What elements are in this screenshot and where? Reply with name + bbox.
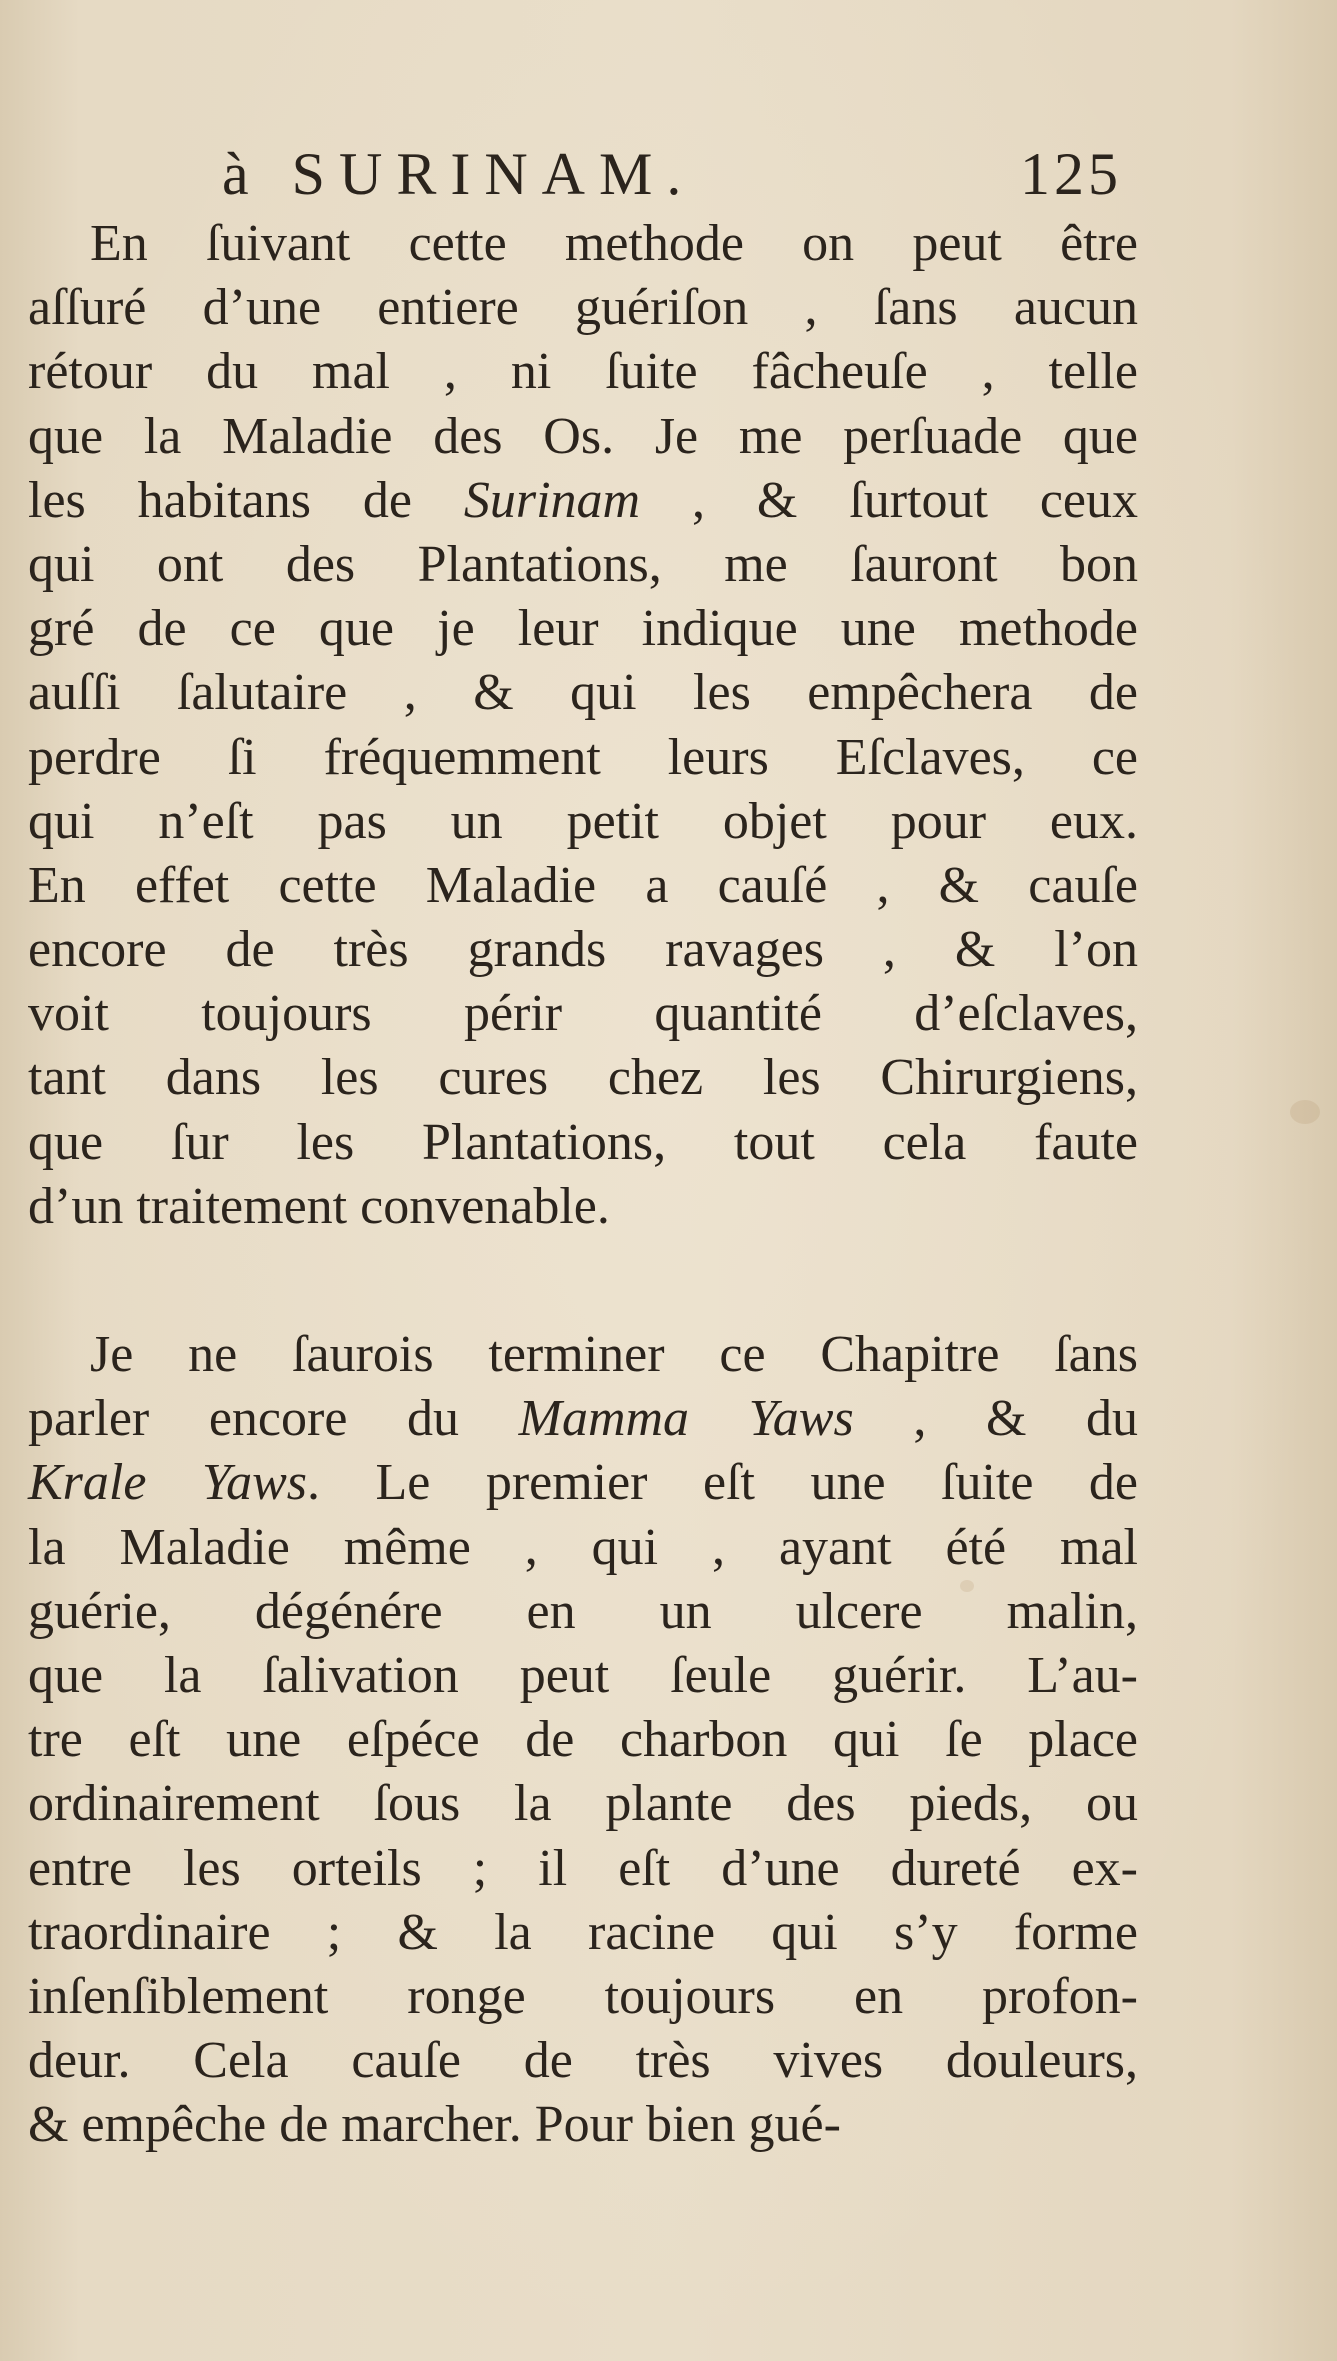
text-line [28,1323,1138,1387]
line-text: , & du [853,1390,1139,1448]
text-line [28,2093,1138,2157]
text-line [28,1046,1138,1110]
line-text: En effet cette Maladie a cauſé , & cauſe [28,856,1138,914]
text-line [28,2029,1138,2093]
text-line [28,726,1138,790]
line-text: , & ſurtout ceux [640,471,1138,529]
text-line [28,918,1138,982]
text-line [28,982,1138,1046]
italic-text: Mamma Yaws [518,1390,854,1448]
paragraph [28,1323,1138,2157]
text-line [28,1175,1138,1239]
italic-text: Surinam [463,471,641,529]
line-text: que la ſalivation peut ſeule guérir. L’au- [28,1646,1138,1704]
line-text: la Maladie même , qui , ayant été mal [28,1518,1138,1576]
text-line [28,790,1138,854]
text-line [28,1516,1138,1580]
line-text: tant dans les cures chez les Chirurgiens, [28,1049,1138,1107]
page-header [0,140,1337,220]
paragraph-gap [28,1239,1138,1323]
text-line [28,1580,1138,1644]
paragraph [28,212,1138,1239]
line-text: . Le premier eſt une ſuite de [307,1454,1138,1512]
line-text: qui n’eſt pas un petit objet pour eux. [28,792,1138,850]
text-line [28,1111,1138,1175]
line-text: qui ont des Plantations, me ſauront bon [28,535,1138,593]
text-line [28,340,1138,404]
line-text: guérie, dégénére en un ulcere malin, [28,1582,1138,1640]
line-text: Je ne ſaurois terminer ce Chapitre ſans [90,1326,1138,1383]
line-text: traordinaire ; & la racine qui s’y forme [28,1903,1138,1961]
italic-text: Krale Yaws [28,1454,307,1512]
line-text: voit toujours périr quantité d’eſclaves, [28,985,1138,1043]
paper-stain [1290,1100,1320,1124]
line-text: rétour du mal , ni ſuite fâcheuſe , telle [28,343,1138,401]
line-text: parler encore du [28,1390,519,1448]
text-line [28,1387,1138,1451]
text-line [28,1965,1138,2029]
line-text: gré de ce que je leur indique une methode [28,600,1138,658]
line-text: entre les orteils ; il eſt d’une dureté ex- [28,1839,1138,1897]
text-line [28,1708,1138,1772]
text-line [28,1837,1138,1901]
running-head: à SURINAM. [222,141,696,207]
text-line [28,212,1138,276]
line-text: deur. Cela cauſe de très vives douleurs, [28,2032,1138,2090]
line-text: perdre ſi fréquemment leurs Eſclaves, ce [28,728,1138,786]
line-text: encore de très grands ravages , & l’on [28,921,1138,979]
body-text [28,212,1138,2157]
line-text: inſenſiblement ronge toujours en profon- [28,1967,1138,2025]
line-text: tre eſt une eſpéce de charbon qui ſe place [28,1711,1138,1769]
text-line [28,1901,1138,1965]
page-number: 125 [1020,141,1122,207]
text-line [28,1644,1138,1708]
line-text: ordinairement ſous la plante des pieds, ou [28,1775,1138,1833]
text-line [28,597,1138,661]
text-line [28,1451,1138,1515]
line-text: auſſi ſalutaire , & qui les empêchera de [28,664,1138,722]
line-text: que ſur les Plantations, tout cela faute [28,1113,1138,1171]
text-line [28,1772,1138,1836]
text-line [28,661,1138,725]
line-text: & empêche de marcher. Pour bien gué- [28,2096,841,2154]
line-text: En ſuivant cette methode on peut être [90,215,1138,272]
text-line [28,854,1138,918]
text-line [28,533,1138,597]
line-text: d’un traitement convenable. [28,1177,610,1235]
line-text: aſſuré d’une entiere guériſon , ſans aucun [28,279,1138,337]
line-text: les habitans de [28,471,464,529]
line-text: que la Maladie des Os. Je me perſuade que [28,407,1138,465]
text-line [28,405,1138,469]
text-line [28,469,1138,533]
text-line [28,276,1138,340]
